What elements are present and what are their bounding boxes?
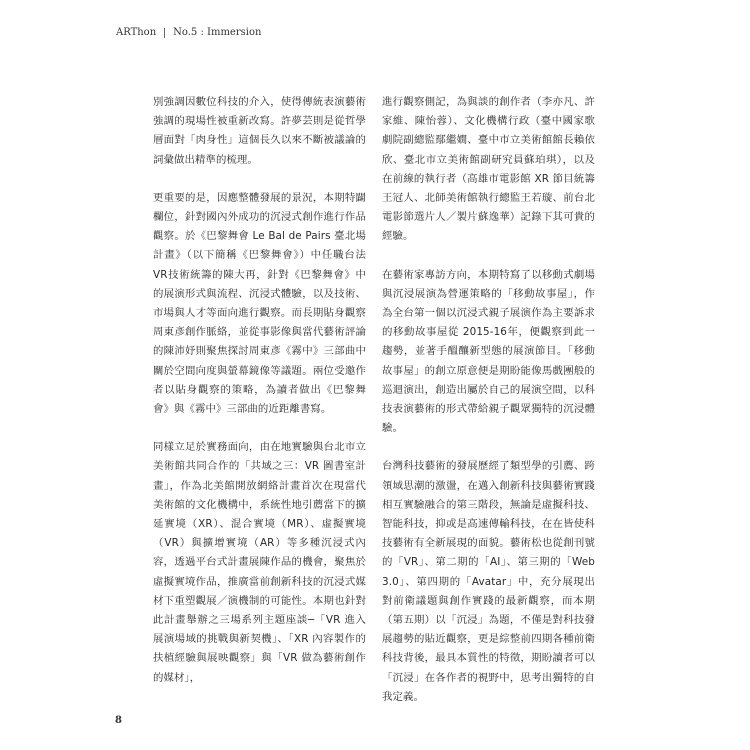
paragraph: 更重要的是，因應整體發展的景況，本期特闢欄位，針對國內外成功的沉浸式創作進行作品觀察。於《巴黎舞會 Le Bal de Pairs 臺北場計畫》（以下簡稱《巴黎舞會》）中任職台法 VR技術統籌的陳大再，針對《巴黎舞會》中的展演形式與流程、沉浸式體驗，以及技術、市場與人才等面向進行觀察。而長期貼身觀察周東彥創作脈絡，並從事影像與當代藝術評論的陳沛妤則聚焦探討周東彥《霧中》三部曲中關於空間向度與螢幕鏡像等議題。兩位受邀作者以貼身觀察的策略，為讀者做出《巴黎舞會》與《霧中》三部曲的近距離書寫。 — [153, 191, 366, 416]
right-text-column — [382, 93, 595, 726]
paragraph: 進行觀察側記，為與談的創作者（李亦凡、許家維、陳怡蓉）、文化機構行政（臺中國家歌劇院副總監鄢繼嫺、臺中市立美術館館長賴依欣、臺北市立美術館副研究員蘇珀琪），以及在前線的執行者（高雄市電影館 XR 節目統籌王冠人、北師美術館執行總監王若璇、前台北電影節選片人／製片蘇逸華）記錄下其可貴的經驗。 — [382, 96, 595, 243]
paragraph: 同樣立足於實務面向，由在地實驗與台北市立美術館共同合作的「共域之三：VR 圖書室計畫」，作為北美館開放網絡計畫首次在現當代美術館的文化機構中，系統性地引薦當下的擴延實境（XR）、混合實境（MR）、虛擬實境（VR）與擴增實境（AR）等多種沉浸式內容，透過平台式計畫展陳作品的機會，聚焦於虛擬實境作品，推廣當前創新科技的沉浸式媒材下重塑觀展／演機制的可能性。本期也針對此計畫舉辦之三場系列主題座談─「VR 進入展演場域的挑戰與新契機」、「XR 內容製作的扶植經驗與展映觀察」與「VR 做為藝術創作的媒材」， — [153, 441, 366, 684]
paragraph: 在藝術家專訪方向，本期特寫了以移動式劇場與沉浸展演為營運策略的「移動故事屋」，作為全台第一個以沉浸式親子展演作為主要訴求的移動故事屋從 2015-16年，便觀察到此一趨勢，並著手醞釀新型態的展演節目。「移動故事屋」的創立原意便是期盼能像馬戲團般的巡迴演出，創造出屬於自己的展演空間，以科技表演藝術的形式帶給親子觀眾獨特的沉浸體驗。 — [382, 268, 595, 435]
left-text-column — [153, 93, 366, 707]
paragraph: 別強調因數位科技的介入，使得傳統表演藝術強調的現場性被重新改寫。許夢芸則是從哲學層面對「肉身性」這個長久以來不斷被議論的詞彙做出精準的梳理。 — [153, 96, 366, 166]
header-divider — [164, 28, 165, 38]
paragraph: 台灣科技藝術的發展歷經了類型學的引薦、跨領域思潮的激盪，在邁入創新科技與藝術實踐相互實驗融合的第三階段，無論是虛擬科技、智能科技，抑或是高速傳輸科技，在在皆使科技藝術有全新展現的面貌。藝術松也從創刊號的「VR」、第二期的「AI」、第三期的「Web 3.0」、第四期的「Avatar」中，充分展現出對前衛議題與創作實踐的最新觀察，而本期（第五期）以「沉浸」為題，不僅是對科技發展趨勢的貼近觀察，更是綜整前四期各種前衛科技背後，最具本質性的特徵，期盼讀者可以「沉浸」在各作者的視野中，思考出獨特的自我定義。 — [382, 460, 595, 703]
issue-title: No.5 : Immersion — [173, 27, 262, 38]
magazine-name: ARThon — [116, 27, 157, 38]
running-header — [116, 27, 261, 38]
page-number: 8 — [115, 715, 122, 726]
